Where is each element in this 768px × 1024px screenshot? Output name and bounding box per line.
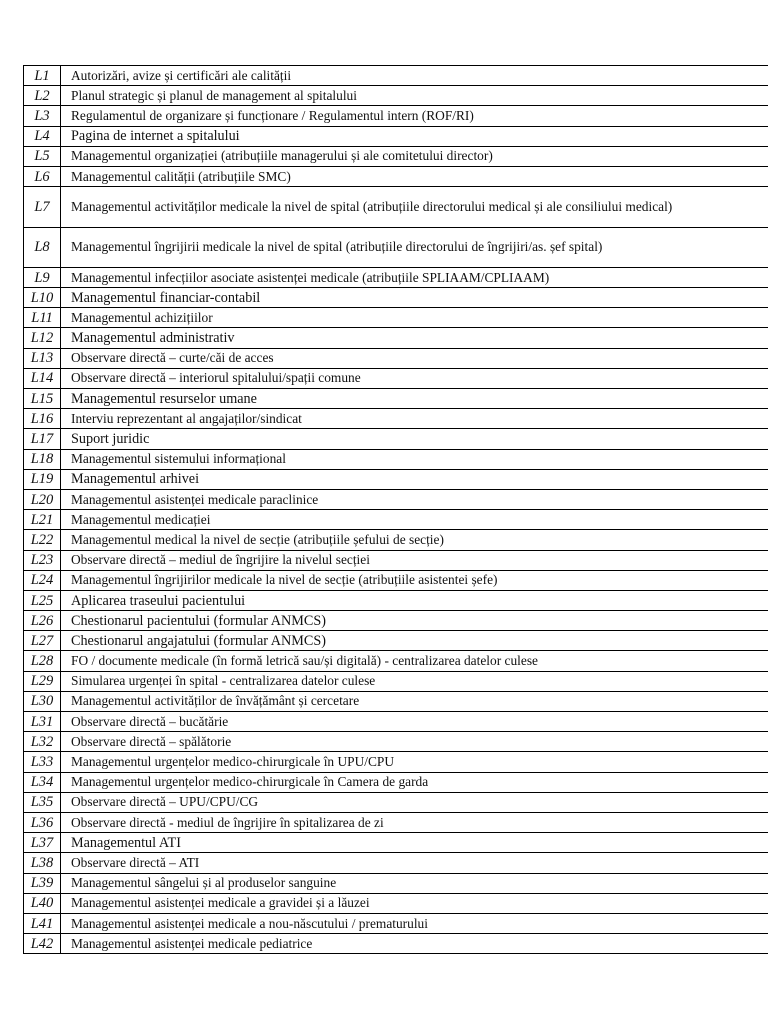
- row-description: Autorizări, avize și certificări ale calității: [61, 66, 768, 86]
- table-row: [24, 772, 768, 792]
- table-row: [24, 146, 768, 166]
- table-row: [24, 267, 768, 287]
- row-description: Managementul financiar-contabil: [61, 288, 768, 308]
- table-row: [24, 187, 768, 227]
- row-code: L19: [24, 469, 61, 489]
- table-row: [24, 631, 768, 651]
- row-description: Managementul asistenței medicale a nou-născutului / prematurului: [61, 913, 768, 933]
- table-row: [24, 893, 768, 913]
- table-row: [24, 469, 768, 489]
- table-row: [24, 651, 768, 671]
- row-code: L33: [24, 752, 61, 772]
- table-row: [24, 166, 768, 186]
- row-description: Pagina de internet a spitalului: [61, 126, 768, 146]
- row-code: L29: [24, 671, 61, 691]
- row-code: L34: [24, 772, 61, 792]
- table-row: [24, 792, 768, 812]
- table-row: [24, 227, 768, 267]
- table-row: [24, 288, 768, 308]
- row-code: L21: [24, 510, 61, 530]
- table-row: [24, 489, 768, 509]
- row-description: Observare directă – ATI: [61, 853, 768, 873]
- row-description: Observare directă – bucătărie: [61, 712, 768, 732]
- row-description: Chestionarul angajatului (formular ANMCS): [61, 631, 768, 651]
- table-row: [24, 348, 768, 368]
- row-code: L9: [24, 267, 61, 287]
- row-code: L14: [24, 368, 61, 388]
- table-row: [24, 429, 768, 449]
- row-code: L24: [24, 570, 61, 590]
- row-code: L6: [24, 166, 61, 186]
- row-code: L32: [24, 732, 61, 752]
- row-description: Managementul activităților de învățământ și cercetare: [61, 691, 768, 711]
- table-row: [24, 712, 768, 732]
- table-row: [24, 389, 768, 409]
- table-row: [24, 86, 768, 106]
- row-description: Suport juridic: [61, 429, 768, 449]
- table-row: [24, 530, 768, 550]
- row-description: Managementul asistenței medicale a gravidei și a lăuzei: [61, 893, 768, 913]
- table-row: [24, 873, 768, 893]
- row-code: L10: [24, 288, 61, 308]
- table-row: [24, 590, 768, 610]
- table-row: [24, 611, 768, 631]
- row-code: L8: [24, 227, 61, 267]
- row-code: L15: [24, 389, 61, 409]
- table-row: [24, 550, 768, 570]
- row-description: Managementul sistemului informațional: [61, 449, 768, 469]
- row-code: L12: [24, 328, 61, 348]
- row-description: Planul strategic și planul de management al spitalului: [61, 86, 768, 106]
- table-row: [24, 449, 768, 469]
- table-row: [24, 913, 768, 933]
- row-code: L7: [24, 187, 61, 227]
- row-code: L38: [24, 853, 61, 873]
- table-row: [24, 66, 768, 86]
- table-row: [24, 752, 768, 772]
- row-code: L11: [24, 308, 61, 328]
- row-description: Observare directă – curte/căi de acces: [61, 348, 768, 368]
- row-description: Regulamentul de organizare și funcționare / Regulamentul intern (ROF/RI): [61, 106, 768, 126]
- row-description: Managementul ATI: [61, 833, 768, 853]
- table-row: [24, 126, 768, 146]
- row-description: Managementul medical la nivel de secție (atribuțiile șefului de secție): [61, 530, 768, 550]
- row-code: L27: [24, 631, 61, 651]
- row-code: L41: [24, 913, 61, 933]
- row-description: Managementul administrativ: [61, 328, 768, 348]
- row-description: Observare directă – mediul de îngrijire la nivelul secției: [61, 550, 768, 570]
- row-code: L3: [24, 106, 61, 126]
- table-row: [24, 328, 768, 348]
- checklist-table: [23, 65, 768, 954]
- row-code: L22: [24, 530, 61, 550]
- row-code: L2: [24, 86, 61, 106]
- row-code: L31: [24, 712, 61, 732]
- row-description: Managementul îngrijirilor medicale la nivel de secție (atribuțiile asistentei șefe): [61, 570, 768, 590]
- row-code: L16: [24, 409, 61, 429]
- table-row: [24, 732, 768, 752]
- row-code: L20: [24, 489, 61, 509]
- row-code: L17: [24, 429, 61, 449]
- row-code: L5: [24, 146, 61, 166]
- row-description: Managementul asistenței medicale pediatrice: [61, 934, 768, 954]
- row-code: L26: [24, 611, 61, 631]
- table-row: [24, 691, 768, 711]
- table-row: [24, 510, 768, 530]
- table-row: [24, 853, 768, 873]
- row-code: L23: [24, 550, 61, 570]
- table-row: [24, 812, 768, 832]
- row-description: Managementul sângelui și al produselor sanguine: [61, 873, 768, 893]
- row-description: Managementul organizației (atribuțiile managerului și ale comitetului director): [61, 146, 768, 166]
- row-description: Managementul calității (atribuțiile SMC): [61, 166, 768, 186]
- table-row: [24, 308, 768, 328]
- table-row: [24, 368, 768, 388]
- table-row: [24, 106, 768, 126]
- row-code: L18: [24, 449, 61, 469]
- row-description: Managementul achizițiilor: [61, 308, 768, 328]
- row-code: L28: [24, 651, 61, 671]
- row-code: L39: [24, 873, 61, 893]
- row-description: Observare directă – UPU/CPU/CG: [61, 792, 768, 812]
- row-code: L35: [24, 792, 61, 812]
- row-code: L30: [24, 691, 61, 711]
- table-row: [24, 409, 768, 429]
- table-row: [24, 671, 768, 691]
- row-description: Managementul activităților medicale la nivel de spital (atribuțiile directorului medical și ale consiliului medical): [61, 187, 768, 227]
- row-description: Observare directă - mediul de îngrijire în spitalizarea de zi: [61, 812, 768, 832]
- row-code: L36: [24, 812, 61, 832]
- row-code: L42: [24, 934, 61, 954]
- row-description: Managementul asistenței medicale paraclinice: [61, 489, 768, 509]
- row-description: Managementul arhivei: [61, 469, 768, 489]
- table-row: [24, 833, 768, 853]
- row-description: Managementul îngrijirii medicale la nivel de spital (atribuțiile directorului de îngrijiri/as. șef spital): [61, 227, 768, 267]
- row-code: L4: [24, 126, 61, 146]
- row-code: L1: [24, 66, 61, 86]
- table-row: [24, 934, 768, 954]
- table-row: [24, 570, 768, 590]
- row-description: Managementul urgențelor medico-chirurgicale în UPU/CPU: [61, 752, 768, 772]
- row-description: Managementul infecțiilor asociate asistenței medicale (atribuțiile SPLIAAM/CPLIAAM): [61, 267, 768, 287]
- row-code: L25: [24, 590, 61, 610]
- row-description: Observare directă – interiorul spitalului/spații comune: [61, 368, 768, 388]
- row-description: Aplicarea traseului pacientului: [61, 590, 768, 610]
- row-description: Chestionarul pacientului (formular ANMCS): [61, 611, 768, 631]
- row-code: L37: [24, 833, 61, 853]
- row-description: Interviu reprezentant al angajaților/sindicat: [61, 409, 768, 429]
- row-description: Observare directă – spălătorie: [61, 732, 768, 752]
- row-description: FO / documente medicale (în formă letrică sau/și digitală) - centralizarea datelor culese: [61, 651, 768, 671]
- row-description: Managementul medicației: [61, 510, 768, 530]
- checklist-table-body: [24, 66, 768, 954]
- row-description: Managementul urgențelor medico-chirurgicale în Camera de garda: [61, 772, 768, 792]
- row-description: Managementul resurselor umane: [61, 389, 768, 409]
- row-code: L40: [24, 893, 61, 913]
- row-code: L13: [24, 348, 61, 368]
- row-description: Simularea urgenței în spital - centralizarea datelor culese: [61, 671, 768, 691]
